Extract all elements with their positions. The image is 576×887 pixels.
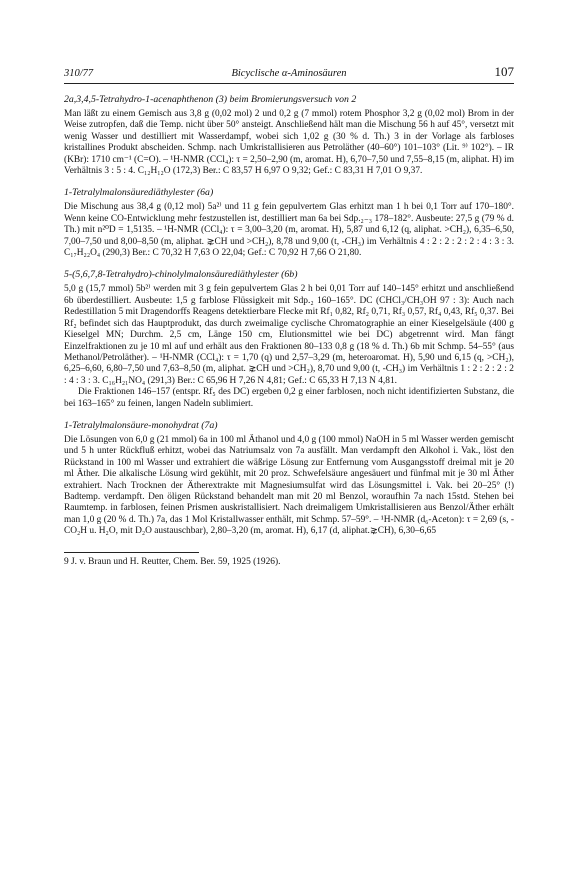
section-heading: 2a,3,4,5-Tetrahydro-1-acenaphthenon (3) beim Bromierungsversuch von 2 — [64, 94, 357, 105]
section-heading: 1-Tetralylmalonsäurediäthylester (6a) — [64, 187, 214, 199]
footnote-rule — [64, 552, 199, 553]
journal-reference: 310/77 — [64, 68, 94, 79]
footnote: 9 J. v. Braun und H. Reutter, Chem. Ber. 59, 1925 (1926). — [64, 556, 281, 567]
section-tetralylmalonsaeurediaethylester — [64, 187, 514, 259]
section-paragraph: Die Fraktionen 146–157 (entspr. Rf₅ des DC) ergeben 0,2 g einer farblosen, noch nicht identifizierten Substanz, die bei 163–165° zu feinen, langen Nadeln sublimiert. — [64, 387, 514, 409]
section-tetrahydro-acenaphthenon — [64, 94, 514, 177]
section-paragraph: 5,0 g (15,7 mmol) 5b²⁾ werden mit 3 g fein gepulvertem Glas 2 h bei 0,01 Torr auf 140–145° erhitzt und anschließend 6b überdestilliert. Ausbeute: 1,5 g farblose Flüssigkeit mit Sdp.₂ 160–165°. DC (CHCl₃/CH₃OH 97 : 3): Auch nach Redestillation 5 mit Dragendorffs Reagens detektierbare Flecke mit Rf₁ 0,82, Rf₂ 0,71, Rf₃ 0,57, Rf₄ 0,43, Rf₅ 0,37. Bei Rf₂ befindet sich das Hauptprodukt, das durch zweimalige cyclische Chromatographie an einer Kieselgelsäule (400 g Kieselgel MN; Durchm. 2,5 cm, Länge 150 cm, Elutionsmittel wie bei DC) abgetrennt wird. Man fängt Einzelfraktionen zu je 10 ml auf und erhält aus den Fraktionen 80–133 0,8 g (18 % d. Th.) 6b mit Schmp. 54–55° (aus Methanol/Petroläther). – ¹H-NMR (CCl₄): τ = 1,70 (q) und 2,57–3,29 (m, heteroaromat. H), 5,90 und 6,15 (q, >CH₂), 6,25–6,60, 6,80–7,50 und 7,63–8,50 (m, aliphat. ⋧CH und >CH₂), 8,70 und 9,00 (t, -CH₃) im Verhältnis 1 : 2 : 2 : 2 : 2 : 4 : 3 : 3. C₁₆H₂₁NO₄ (291,3) Ber.: C 65,96 H 7,26 N 4,81; Gef.: C 65,33 H 7,13 N 4,81. — [64, 284, 514, 386]
page-number: 107 — [494, 64, 514, 79]
section-paragraph: Die Mischung aus 38,4 g (0,12 mol) 5a²⁾ und 11 g fein gepulvertem Glas erhitzt man 1 h bei 0,1 Torr auf 170–180°. Wenn keine CO-Entwicklung mehr festzustellen ist, destilliert man 6a bei Sdp.₂₋₃ 178–182°. Ausbeute: 27,5 g (79 % d. Th.) mit n²⁰D = 1,5135. – ¹H-NMR (CCl₄): τ = 3,00–3,20 (m, aromat. H), 5,87 und 6,12 (q, aliphat. >CH₂), 6,35–6,50, 7,00–7,50 und 8,00–8,50 (m, aliphat. ⋧CH und >CH₂), 8,78 und 9,00 (t, -CH₃) im Verhältnis 4 : 2 : 2 : 2 : 2 : 4 : 3 : 3. C₁₇H₂₂O₄ (290,3) Ber.: C 70,32 H 7,63 O 22,04; Gef.: C 70,92 H 7,66 O 21,80. — [64, 202, 514, 259]
section-heading: 5-(5,6,7,8-Tetrahydro)-chinolylmalonsäurediäthylester (6b) — [64, 269, 298, 281]
section-chinolylmalonsaeurediaethylester — [64, 269, 514, 409]
running-title: Bicyclische α-Aminosäuren — [231, 68, 347, 79]
section-tetralylmalonsaeure-monohydrat — [64, 420, 514, 538]
journal-page — [64, 64, 514, 567]
section-heading: 1-Tetralylmalonsäure-monohydrat (7a) — [64, 419, 218, 431]
running-header — [64, 64, 514, 80]
header-rule — [64, 83, 514, 84]
section-paragraph: Man läßt zu einem Gemisch aus 3,8 g (0,02 mol) 2 und 0,2 g (7 mmol) rotem Phosphor 3,2 g (0,02 mol) Brom in der Weise zutropfen, daß die Temp. nicht über 50° ansteigt. Anschließend hält man die Mischung 56 h auf 45°, versetzt mit wenig Wasser und destilliert mit Wasserdampf, wobei sich 1,02 g (30 % d. Th.) 3 in der Vorlage als farbloses kristallines Produkt abscheiden. Schmp. nach Umkristallisieren aus Petroläther (40–60°) 101–103° (Lit. ⁹⁾ 102°). – IR (KBr): 1710 cm⁻¹ (C=O). – ¹H-NMR (CCl₄): τ = 2,50–2,90 (m, aromat. H), 6,70–7,50 und 7,55–8,15 (m, aliphat. H) im Verhältnis 3 : 5 : 4. C₁₂H₁₂O (172,3) Ber.: C 83,57 H 6,97 O 9,32; Gef.: C 83,31 H 7,01 O 9,37. — [64, 109, 514, 177]
section-paragraph: Die Lösungen von 6,0 g (21 mmol) 6a in 100 ml Äthanol und 4,0 g (100 mmol) NaOH in 5 ml Wasser werden gemischt und 5 h unter Rückfluß erhitzt, wobei das Natriumsalz von 7a ausfällt. Man verdampft den Alkohol i. Vak., löst den Rückstand in 100 ml Wasser und extrahiert die wäßrige Lösung zur Entfernung vom Ausgangsstoff dreimal mit je 20 ml Äther. Die alkalische Lösung wird gekühlt, mit 20 proz. Schwefelsäure angesäuert und fünfmal mit je 30 ml Äther extrahiert. Nach Trocknen der Ätherextrakte mit Magnesiumsulfat wird das Lösungsmittel i. Vak. bei 20–25° (!) Badtemp. verdampft. Den öligen Rückstand behandelt man mit 20 ml Benzol, woraufhin 7a nach 15std. Stehen bei Raumtemp. in farblosen, feinen Prismen auskristallisiert. Nach dreimaligem Umkristallisieren aus Benzol/Äther erhält man 1,0 g (20 % d. Th.) 7a, das 1 Mol Kristallwasser enthält, mit Schmp. 57–59°. – ¹H-NMR (d₆-Aceton): τ = 2,69 (s, -CO₂H u. H₂O, mit D₂O austauschbar), 2,80–3,20 (m, aromat. H), 6,17 (d, aliphat.⋧CH), 6,30–6,65 — [64, 434, 514, 537]
